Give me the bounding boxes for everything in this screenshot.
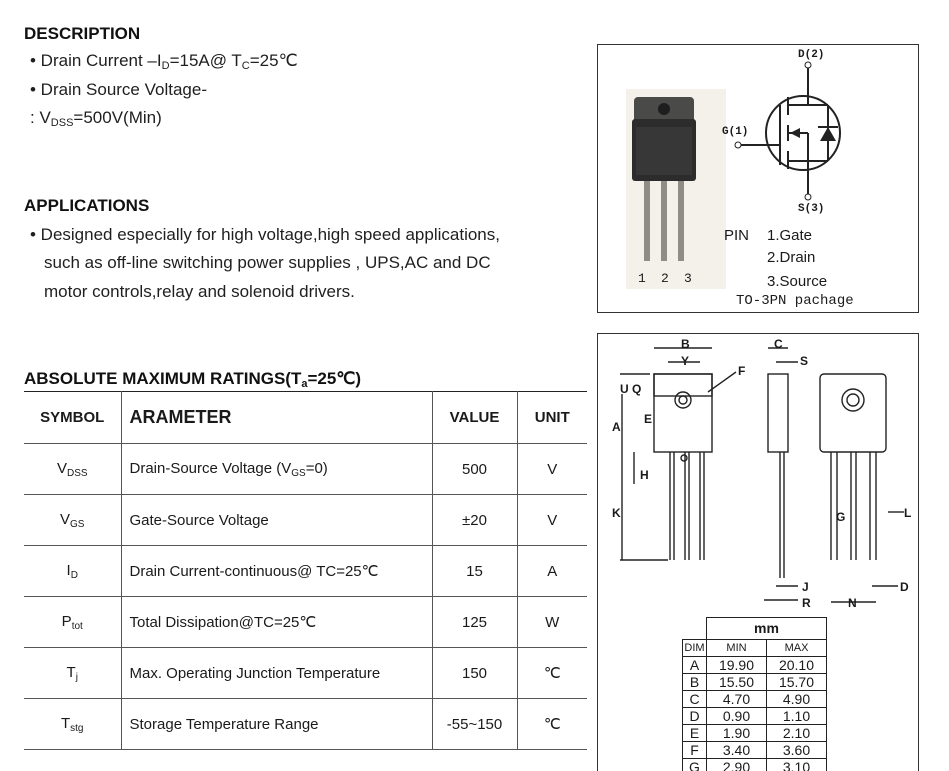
dim-min: 0.90 <box>707 708 767 725</box>
mosfet-symbol <box>728 45 868 205</box>
dimensions-unit-row <box>683 618 827 640</box>
column-unit: UNIT <box>517 392 587 444</box>
row-unit: V <box>517 444 587 495</box>
row-symbol: $T_{stg}$ <box>24 699 121 750</box>
row-symbol: $V_{GS}$ <box>24 495 121 546</box>
dimension-panel <box>597 333 919 771</box>
dim-max: 2.10 <box>767 725 827 742</box>
applications-line-2: such as off-line switching power supplies , UPS,AC and DC <box>44 253 491 272</box>
dim-min: 4.70 <box>707 691 767 708</box>
table-row <box>24 444 587 495</box>
dim-label-c: C <box>774 337 783 351</box>
dim-label-b: B <box>681 337 690 351</box>
dim-label-n: N <box>848 596 857 610</box>
dimensions-header-row <box>683 640 827 657</box>
table-row <box>683 742 827 759</box>
source-label: S(3) <box>798 203 825 215</box>
description-heading: DESCRIPTION <box>24 24 141 43</box>
row-symbol: $P_{tot}$ <box>24 597 121 648</box>
row-symbol: $V_{DSS}$ <box>24 444 121 495</box>
dim-label-y: Y <box>681 354 690 368</box>
applications-heading: APPLICATIONS <box>24 196 150 215</box>
column-dim: DIM <box>683 640 707 657</box>
column-min: MIN <box>707 640 767 657</box>
dim-label-d: D <box>900 580 909 594</box>
dim-max: 1.10 <box>767 708 827 725</box>
dim-label-h: H <box>640 468 649 482</box>
row-value: 500 <box>432 444 517 495</box>
dim-label-g: G <box>836 510 846 524</box>
dim-label-l: L <box>904 506 912 520</box>
dim-label-s: S <box>800 354 809 368</box>
row-symbol: $T_j$ <box>24 648 121 699</box>
row-parameter: Max. Operating Junction Temperature <box>121 648 432 699</box>
column-value: VALUE <box>432 392 517 444</box>
row-parameter: Drain Current-continuous@ TC=25℃ <box>121 546 432 597</box>
dim-code: C <box>683 691 707 708</box>
applications-line-3: motor controls,relay and solenoid drivers. <box>44 282 355 301</box>
table-row <box>24 546 587 597</box>
gate-label: G(1) <box>722 126 749 138</box>
column-symbol: SYMBOL <box>24 392 121 444</box>
dim-label-r: R <box>802 596 811 610</box>
pin-1-gate: 1.Gate <box>767 227 813 244</box>
table-row <box>683 657 827 674</box>
dim-code: A <box>683 657 707 674</box>
column-parameter: ARAMETER <box>121 392 432 444</box>
row-parameter: Gate-Source Voltage <box>121 495 432 546</box>
row-unit: V <box>517 495 587 546</box>
row-value: 15 <box>432 546 517 597</box>
row-value: 150 <box>432 648 517 699</box>
row-unit: ℃ <box>517 699 587 750</box>
dim-max: 20.10 <box>767 657 827 674</box>
dim-code: G <box>683 759 707 771</box>
dim-max: 3.60 <box>767 742 827 759</box>
row-unit: ℃ <box>517 648 587 699</box>
row-value: ±20 <box>432 495 517 546</box>
drain-label: D(2) <box>798 49 825 61</box>
row-value: 125 <box>432 597 517 648</box>
table-row <box>683 708 827 725</box>
table-row <box>683 759 827 771</box>
dim-label-k: K <box>612 506 621 520</box>
pin-heading: PIN <box>724 227 750 244</box>
ratings-heading: ABSOLUTE MAXIMUM $RATINGS(T_a=25℃)$ <box>24 369 362 390</box>
dim-max: 3.10 <box>767 759 827 771</box>
table-row <box>24 699 587 750</box>
lead-number-1: 1 <box>638 271 646 286</box>
row-unit: A <box>517 546 587 597</box>
dimensions-table <box>682 617 827 771</box>
dim-label-q: Q <box>632 382 642 396</box>
table-row <box>683 691 827 708</box>
table-row <box>24 597 587 648</box>
dim-label-e: E <box>644 412 653 426</box>
dim-min: 15.50 <box>707 674 767 691</box>
dim-min: 3.40 <box>707 742 767 759</box>
row-unit: W <box>517 597 587 648</box>
dim-label-u: U <box>620 382 629 396</box>
table-row <box>683 725 827 742</box>
dim-min: 1.90 <box>707 725 767 742</box>
dim-label-a: A <box>612 420 621 434</box>
table-row <box>683 674 827 691</box>
dim-min: 2.90 <box>707 759 767 771</box>
description-bullet-drain-current: • Drain Current $-I_D=15A@$ $T_C=25℃$ <box>30 51 298 72</box>
row-parameter: Total Dissipation@TC=25℃ <box>121 597 432 648</box>
dim-label-j: J <box>802 580 809 594</box>
column-max: MAX <box>767 640 827 657</box>
row-value: -55~150 <box>432 699 517 750</box>
dim-code: B <box>683 674 707 691</box>
package-photo <box>626 89 726 289</box>
table-row <box>24 648 587 699</box>
dim-code: F <box>683 742 707 759</box>
dim-code: E <box>683 725 707 742</box>
pinout-panel <box>597 44 919 313</box>
dimensions-unit: mm <box>707 618 827 640</box>
package-name: TO-3PN pachage <box>736 293 854 309</box>
description-bullet-voltage: • Drain Source Voltage- <box>30 80 207 99</box>
pin-3-source: 3.Source <box>767 273 828 290</box>
lead-number-2: 2 <box>661 271 669 286</box>
description-vdss-value: : $V_{DSS}=500V(Min)$ <box>30 108 162 129</box>
row-parameter: Storage Temperature Range <box>121 699 432 750</box>
ratings-table <box>24 391 587 750</box>
dim-max: 15.70 <box>767 674 827 691</box>
dim-min: 19.90 <box>707 657 767 674</box>
dim-max: 4.90 <box>767 691 827 708</box>
table-row <box>24 495 587 546</box>
ratings-header-row <box>24 392 587 444</box>
row-symbol: $I_D$ <box>24 546 121 597</box>
pin-2-drain: 2.Drain <box>767 249 816 266</box>
lead-number-3: 3 <box>684 271 692 286</box>
row-parameter: Drain-Source Voltage $(V_{GS}=0)$ <box>121 444 432 495</box>
dim-code: D <box>683 708 707 725</box>
dim-label-f: F <box>738 364 746 378</box>
applications-line-1: • Designed especially for high voltage,high speed applications, <box>30 225 500 244</box>
